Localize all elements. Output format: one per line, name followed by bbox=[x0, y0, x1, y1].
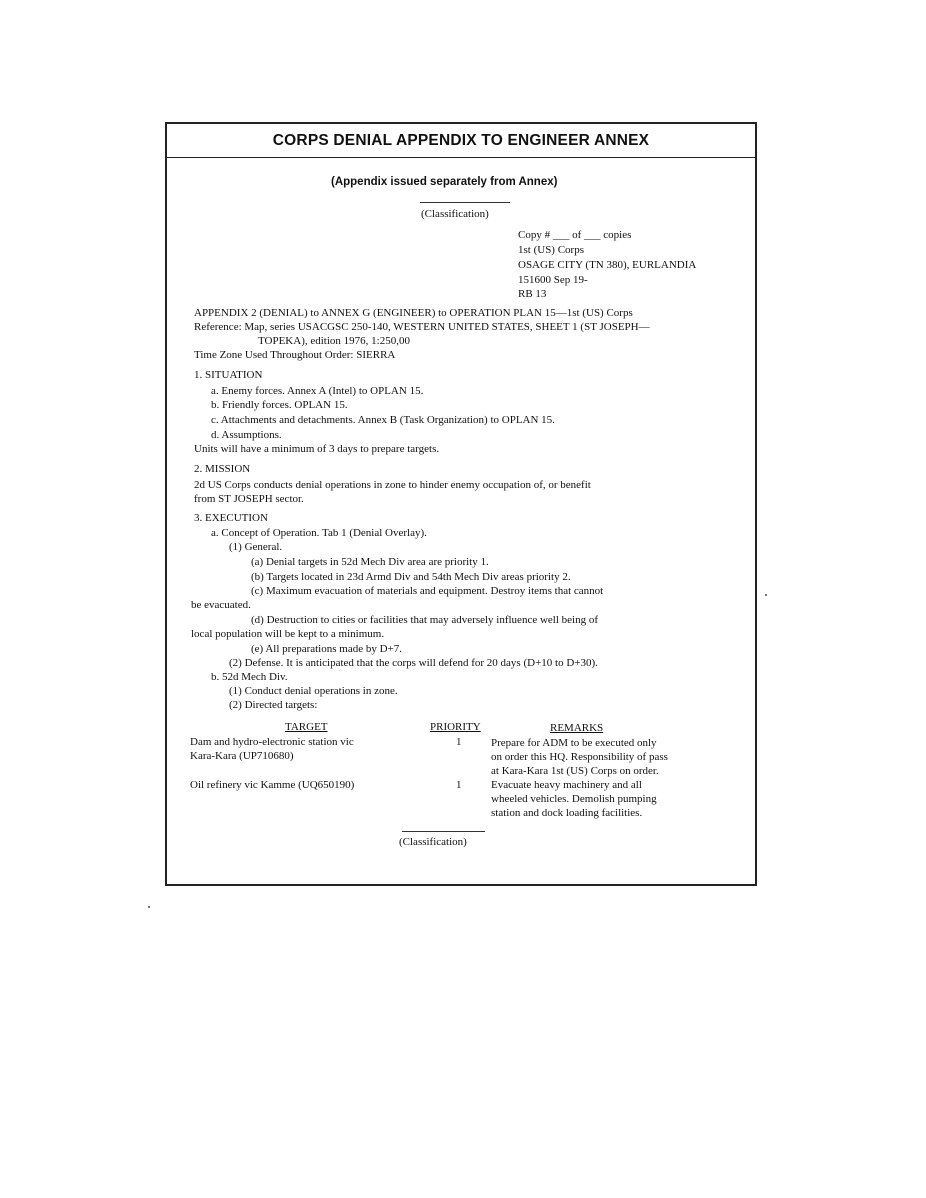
table-row-1-target: Dam and hydro-electronic station vic bbox=[190, 736, 354, 748]
scan-speck bbox=[765, 594, 767, 596]
assumption-note: Units will have a minimum of 3 days to prepare targets. bbox=[194, 443, 440, 455]
copy-line: Copy # ___ of ___ copies bbox=[518, 229, 632, 241]
general-e: (e) All preparations made by D+7. bbox=[251, 643, 402, 655]
table-row-1-target-cont: Kara-Kara (UP710680) bbox=[190, 750, 294, 762]
table-row-1-priority: 1 bbox=[456, 736, 462, 748]
general-b: (b) Targets located in 23d Armd Div and 54th Mech Div areas priority 2. bbox=[251, 571, 571, 583]
document-subtitle: (Appendix issued separately from Annex) bbox=[331, 176, 558, 188]
mission-heading: 2. MISSION bbox=[194, 463, 251, 475]
situation-c: c. Attachments and detachments. Annex B (Task Organization) to OPLAN 15. bbox=[211, 414, 555, 426]
general-a: (a) Denial targets in 52d Mech Div area are priority 1. bbox=[251, 556, 489, 568]
general-d: (d) Destruction to cities or facilities that may adversely influence well being of bbox=[251, 614, 598, 626]
mech-div-heading: b. 52d Mech Div. bbox=[211, 671, 288, 683]
mission-text-cont: from ST JOSEPH sector. bbox=[194, 493, 304, 505]
table-header-remarks: REMARKS bbox=[550, 722, 604, 734]
place-of-issue: OSAGE CITY (TN 380), EURLANDIA bbox=[518, 259, 697, 271]
scan-speck bbox=[148, 906, 150, 908]
table-row-2-priority: 1 bbox=[456, 779, 462, 791]
table-row-2-remarks-cont2: station and dock loading facilities. bbox=[491, 807, 643, 819]
classification-rule-bottom bbox=[402, 831, 485, 832]
concept-of-operation: a. Concept of Operation. Tab 1 (Denial Overlay). bbox=[211, 527, 427, 539]
table-row-1-remarks-cont2: at Kara-Kara 1st (US) Corps on order. bbox=[491, 765, 659, 777]
situation-heading: 1. SITUATION bbox=[194, 369, 263, 381]
table-header-target: TARGET bbox=[285, 721, 328, 733]
table-row-2-target: Oil refinery vic Kamme (UQ650190) bbox=[190, 779, 355, 791]
date-time-group: 151600 Sep 19- bbox=[518, 274, 588, 286]
map-reference: Reference: Map, series USACGSC 250-140, WESTERN UNITED STATES, SHEET 1 (ST JOSEPH— bbox=[194, 321, 650, 333]
time-zone: Time Zone Used Throughout Order: SIERRA bbox=[194, 349, 396, 361]
directed-targets: (2) Directed targets: bbox=[229, 699, 318, 711]
situation-b: b. Friendly forces. OPLAN 15. bbox=[211, 399, 348, 411]
table-row-2-remarks-cont: wheeled vehicles. Demolish pumping bbox=[491, 793, 657, 805]
classification-rule-top bbox=[420, 202, 510, 203]
document-title: CORPS DENIAL APPENDIX TO ENGINEER ANNEX bbox=[167, 124, 755, 158]
classification-top: (Classification) bbox=[421, 208, 489, 220]
general-c-cont: be evacuated. bbox=[191, 599, 251, 611]
situation-a: a. Enemy forces. Annex A (Intel) to OPLAN 15. bbox=[211, 385, 424, 397]
table-header-priority: PRIORITY bbox=[430, 721, 481, 733]
appendix-heading: APPENDIX 2 (DENIAL) to ANNEX G (ENGINEER) to OPERATION PLAN 15—1st (US) Corps bbox=[194, 307, 633, 319]
general-heading: (1) General. bbox=[229, 541, 283, 553]
execution-heading: 3. EXECUTION bbox=[194, 512, 268, 524]
general-d-cont: local population will be kept to a minimum. bbox=[191, 628, 385, 640]
table-row-1-remarks: Prepare for ADM to be executed only bbox=[491, 737, 657, 749]
situation-d: d. Assumptions. bbox=[211, 429, 282, 441]
table-row-2-remarks: Evacuate heavy machinery and all bbox=[491, 779, 642, 791]
classification-bottom: (Classification) bbox=[399, 836, 467, 848]
message-reference: RB 13 bbox=[518, 288, 547, 300]
general-c: (c) Maximum evacuation of materials and equipment. Destroy items that cannot bbox=[251, 585, 604, 597]
table-row-1-remarks-cont: on order this HQ. Responsibility of pass bbox=[491, 751, 668, 763]
mission-text: 2d US Corps conducts denial operations in zone to hinder enemy occupation of, or benefit bbox=[194, 479, 591, 491]
defense-paragraph: (2) Defense. It is anticipated that the corps will defend for 20 days (D+10 to D+30). bbox=[229, 657, 598, 669]
issuing-unit: 1st (US) Corps bbox=[518, 244, 585, 256]
map-reference-cont: TOPEKA), edition 1976, 1:250,00 bbox=[258, 335, 410, 347]
conduct-denial: (1) Conduct denial operations in zone. bbox=[229, 685, 398, 697]
